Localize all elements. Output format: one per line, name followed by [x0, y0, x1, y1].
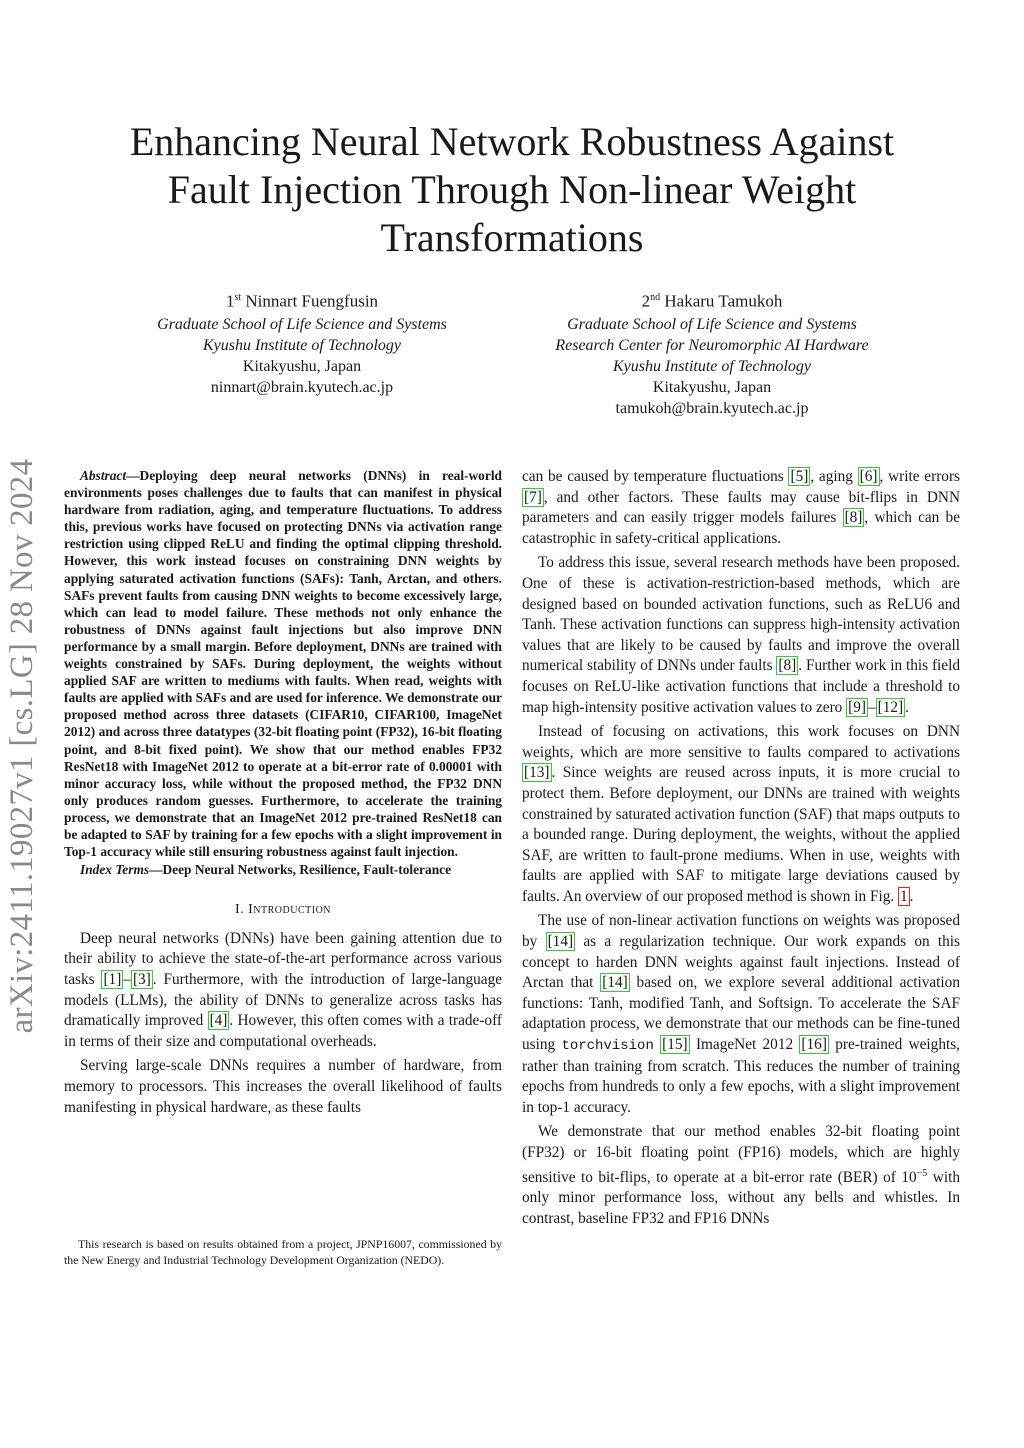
citation-link[interactable]: [16]	[801, 1036, 827, 1054]
figure-link[interactable]: 1	[900, 887, 908, 905]
author-location: Kitakyushu, Japan	[242, 357, 362, 375]
author-affiliation: Kyushu Institute of Technology	[612, 357, 812, 375]
citation-link[interactable]: [6]	[859, 468, 878, 485]
author-block-2	[522, 287, 902, 419]
paper-title: Enhancing Neural Network Robustness Against Fault Injection Through Non-linear Weight Transformations	[129, 119, 895, 260]
citation-link[interactable]: [13]	[524, 764, 550, 782]
body-paragraph: Instead of focusing on activations, this work focuses on DNN weights, which are more sensitive to faults compared to activations [13] . Since weights are reused across inputs, it is more crucial to protect them. Before deployment, our DNNs are trained with weights constrained by saturated activation function (SAF) that maps outputs to a bounded range. During deployment, the weights, without the applied SAF, are written to fault-prone mediums. When in use, weights with faults are applied with SAF to mitigate large deviations caused by faults. An overview of our proposed method is shown in Fig. 1 .	[522, 723, 960, 905]
author-affiliation: Kyushu Institute of Technology	[202, 336, 402, 354]
author-name: 2nd Hakaru Tamukoh	[641, 291, 783, 311]
author-email: ninnart@brain.kyutech.ac.jp	[210, 378, 394, 396]
footnote: This research is based on results obtained from a project, JPNP16007, commissioned by the New Energy and Industrial Technology Development Organization (NEDO).	[64, 1237, 502, 1267]
citation-link[interactable]: [4]	[209, 1012, 228, 1030]
citation-link[interactable]: [1]	[103, 971, 122, 989]
citation-link[interactable]: [12]	[877, 698, 904, 716]
author-affiliation: Research Center for Neuromorphic AI Hardware	[555, 336, 869, 354]
code-text: torchvision	[561, 1038, 654, 1055]
citation-link[interactable]: [14]	[547, 933, 574, 951]
body-paragraph: can be caused by temperature fluctuations [5] , aging [6] , write errors [7] , and other factors. These faults may cause bit-flips in DNN parameters and can easily trigger models failures [8] , which can be catastrophic in safety-critical applications.	[522, 468, 960, 547]
citation-link[interactable]: [5]	[790, 468, 809, 485]
author-email: tamukoh@brain.kyutech.ac.jp	[615, 399, 809, 417]
citation-link[interactable]: [9]	[848, 698, 866, 716]
left-column	[64, 467, 502, 1118]
author-affiliation: Graduate School of Life Science and Systems	[567, 315, 857, 333]
intro-paragraph-2: Serving large-scale DNNs requires a number of hardware, from memory to processors. This increases the overall likelihood of faults manifesting in physical hardware, as these faults	[64, 1057, 502, 1116]
author-location: Kitakyushu, Japan	[652, 378, 772, 396]
citation-link[interactable]: [7]	[524, 488, 542, 506]
body-paragraph: To address this issue, several research methods have been proposed. One of these is activation-restriction-based methods, which are designed based on bounded activation functions, such as ReLU6 and Tanh. These activation functions can suppress high-intensity activation values that are likely to be caused by faults and improve the overall numerical stability of DNNs under faults [8] . Further work in this field focuses on ReLU-like activation functions that include a threshold to map high-intensity positive activation values to zero [9] – [12] .	[522, 554, 960, 716]
arxiv-stamp: arXiv:2411.19027v1 [cs.LG] 28 Nov 2024	[4, 458, 40, 1034]
citation-link[interactable]: [3]	[132, 971, 151, 989]
right-column	[522, 467, 960, 1229]
body-paragraph: The use of non-linear activation functions on weights was proposed by [14] as a regularization technique. Our work expands on this concept to harden DNN weights against fault injections. Instead of Arctan that [14] based on, we explore several additional activation functions: Tanh, modified Tanh, and Softsign. To accelerate the SAF adaptation process, we demonstrate that our methods can be fine-tuned using torchvision [15] ImageNet 2012 [16] pre-trained weights, rather than training from scratch. This reduces the number of training epochs from hundreds to only a few epochs, with a slight improvement in top-1 accuracy.	[522, 912, 961, 1116]
body-paragraph: We demonstrate that our method enables 32-bit floating point (FP32) or 16-bit floating point (FP16) models, which are highly sensitive to bit-flips, to operate at a bit-error rate (BER) of $10^{-5}$ with only minor performance loss, without any bells and whistles. In contrast, baseline FP32 and FP16 DNNs	[522, 1123, 960, 1227]
abstract: Abstract—Deploying deep neural networks (DNNs) in real-world environments poses challenges due to faults that can manifest in physical hardware from radiation, aging, and temperature fluctuations. To address this, previous works have focused on protecting DNNs via activation range restriction using clipped ReLU and finding the optimal clipping threshold. However, this work instead focuses on constraining DNN weights by applying saturated activation functions (SAFs): Tanh, Arctan, and others. SAFs prevent faults from causing DNN weights to become excessively large, which can lead to model failure. These methods not only enhance the robustness of DNNs against fault injections but also improve DNN performance by a small margin. Before deployment, DNNs are trained with weights constrained by SAFs. During deployment, the weights without applied SAF are written to mediums with faults. When read, weights with faults are applied with SAFs and are used for inference. We demonstrate our proposed method across three datasets (CIFAR10, CIFAR100, ImageNet 2012) and across three datatypes (32-bit floating point (FP32), 16-bit floating point, and 8-bit fixed point). We show that our method enables FP32 ResNet18 with ImageNet 2012 to operate at a bit-error rate of 0.00001 with minor accuracy loss, while without the proposed method, the FP32 DNN only produces random guesses. Furthermore, to accelerate the training process, we demonstrate that an ImageNet 2012 pre-trained ResNet18 can be adapted to SAF by training for a few epochs with a slight improvement in Top-1 accuracy while still ensuring robustness against fault injection.	[64, 468, 502, 860]
intro-paragraph-1: Deep neural networks (DNNs) have been gaining attention due to their ability to achieve the state-of-the-art performance across various tasks [1] – [3] . Furthermore, with the introduction of large-language models (LLMs), the ability of DNNs to generalize across tasks has dramatically improved [4] . However, this often comes with a trade-off in terms of their size and computational overheads.	[64, 929, 503, 1050]
citation-link[interactable]: [15]	[662, 1036, 688, 1054]
citation-link[interactable]: [14]	[602, 974, 628, 992]
citation-link[interactable]: [8]	[778, 657, 797, 675]
citation-link[interactable]: [8]	[844, 509, 863, 527]
author-affiliation: Graduate School of Life Science and Systems	[157, 315, 447, 333]
author-block-1	[112, 287, 492, 398]
author-name: 1st Ninnart Fuengfusin	[225, 291, 379, 311]
index-terms: Index Terms—Deep Neural Networks, Resilience, Fault-tolerance	[80, 862, 452, 878]
section-heading: I. Introduction	[234, 902, 332, 918]
